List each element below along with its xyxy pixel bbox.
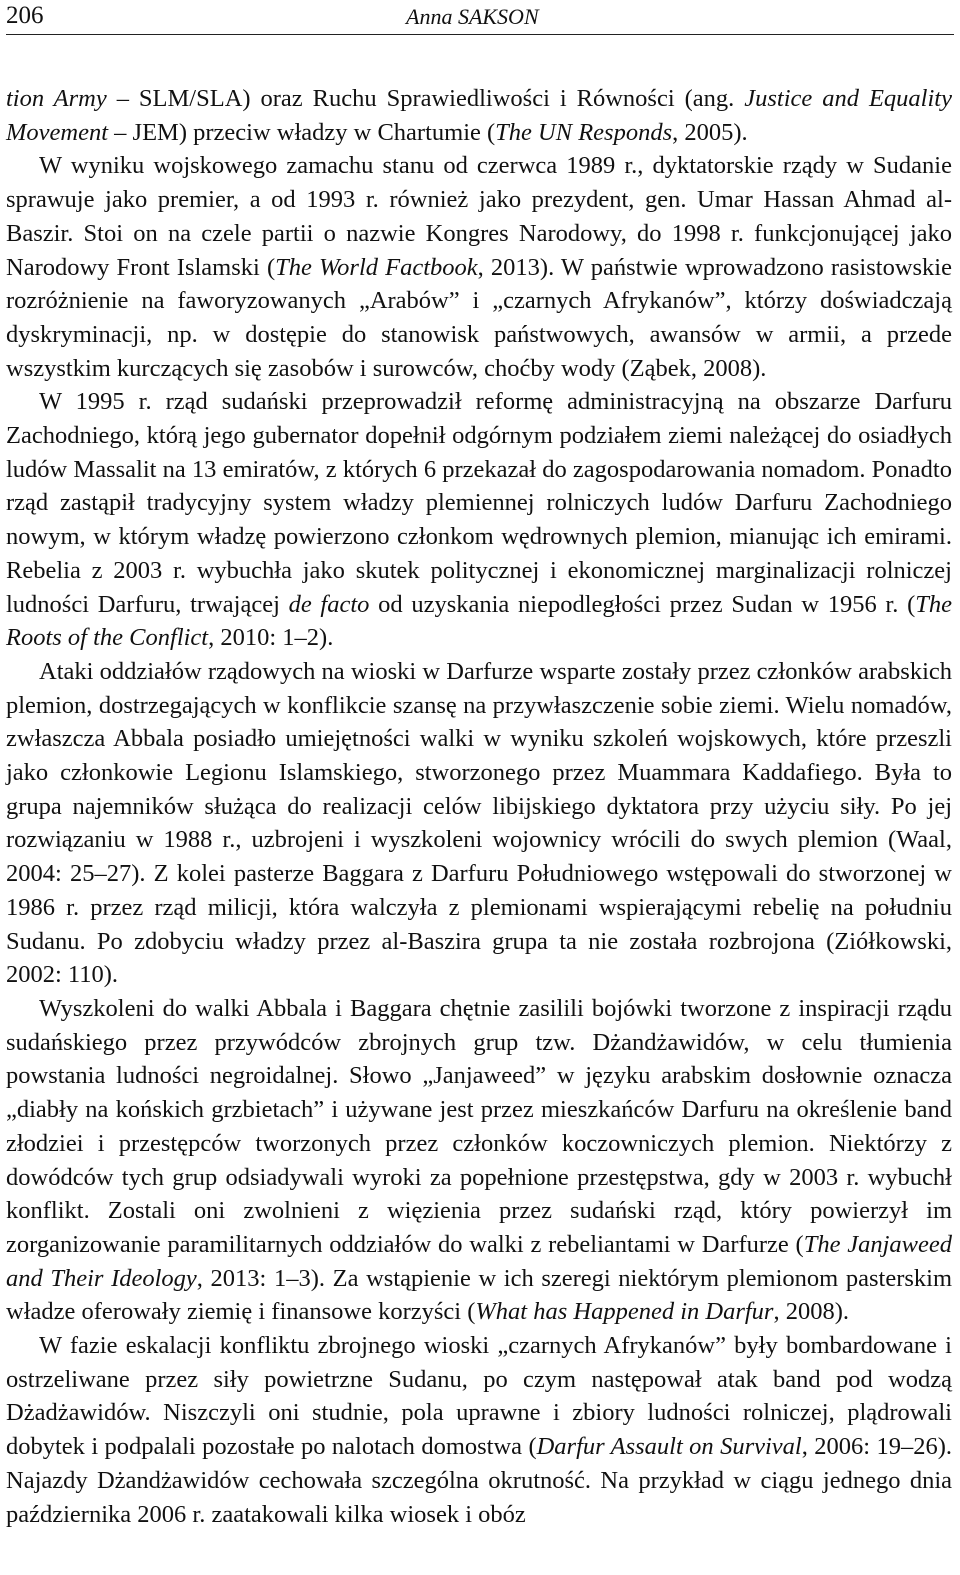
text-segment: W wyniku wojskowego zamachu stanu od czerwca 1989 r., dyktatorskie rządy w Sudanie sprawuje jako premier, a od 1993 r. również jako prezydent, gen. Umar Hassan Ahmad al-Baszir. Stoi on na czele partii o nazwie Kongres Narodowy, do 1998 r. funkcjonującej jako Narodowy Front Islamski ( (6, 152, 952, 281)
italic-text-segment: What has Happened in Darfur (475, 1298, 774, 1326)
italic-text-segment: The Janjaweed and Their Ideology (6, 1230, 952, 1292)
text-segment: W fazie eskalacji konfliktu zbrojnego wioski „czarnych Afrykanów” były bombardowane i ostrzeliwane przez siły powietrzne Sudanu, po czym następował atak band pod wodzą Dżadżawidów. Niszczyli oni studnie, pola uprawne i zbiory ludności rolniczej, plądrowali dobytek i podpalali pozostałe po nalotach domostwa ( (6, 1332, 952, 1461)
italic-text-segment: The UN Responds (495, 118, 673, 146)
italic-text-segment: tion Army (6, 85, 107, 112)
text-segment: od uzyskania niepodległości przez Sudan w 1956 r. ( (369, 590, 916, 618)
italic-text-segment: The Roots of the Conflict (6, 590, 952, 652)
text-segment: W 1995 r. rząd sudański przeprowadził reformę administracyjną na obszarze Darfuru Zachodniego, którą jego gubernator dopełnił odgórnym podziałem ziemi należącej do osiadłych ludów Massalit na 13 emiratów, z których 6 przekazał do zagospodarowania nomadom. Ponadto rząd zastąpił tradycyjny system władzy plemiennej rolniczych ludów Darfuru Zachodniego nowym, w którym władzę powierzono członkom wędrownych plemion, mianując ich emirami. Rebelia z 2003 r. wybuchła jako skutek politycznej i ekonomicznej marginalizacji rolniczej ludności Darfuru, trwającej (6, 388, 952, 618)
text-segment: – SLM/SLA) oraz Ruchu Sprawiedliwości i Równości (ang. (106, 85, 745, 112)
italic-text-segment: Justice and Equality Movement (6, 85, 952, 146)
page-number: 206 (6, 2, 44, 29)
text-segment: – JEM) przeciw władzy w Chartumie ( (108, 118, 496, 146)
text-segment: , 2008). (773, 1298, 850, 1326)
text-segment: , 2006: 19–26). Najazdy Dżandżawidów cechowała szczególna okrutność. Na przykład w ciągu jednego dnia października 2006 r. zaatakowali kilka wiosek i obóz (6, 1433, 953, 1528)
text-segment: , 2005). (672, 118, 748, 146)
text-segment: Ataki oddziałów rządowych na wioski w Darfurze wsparte zostały przez członków arabskich plemion, dostrzegających w konflikcie szansę na przywłaszczenie sobie ziemi. Wielu nomadów, zwłaszcza Abbala posiadło umiejętności walki w wyniku szkoleń wojskowych, które przeszli jako członkowie Legionu Islamskiego, stworzonego przez Muammara Kaddafiego. Była to grupa najemników służąca do realizacji celów libijskiego dyktatora przy użyciu siły. Po jej rozwiązaniu w 1988 r., uzbrojeni i wyszkoleni wojownicy wrócili do swych plemion (Waal, 2004: 25–27). Z kolei pasterze Baggara z Darfuru Południowego wstępowali do stworzonej w 1986 r. przez rząd milicji, która walczyła z plemionami wspierającymi rebelię na południu Sudanu. Po zdobyciu władzy przez al-Baszira grupa ta nie została rozbrojona (Ziółkowski, 2002: 110). (6, 657, 952, 989)
text-segment: , 2013: 1–3). Za wstąpienie w ich szeregi niektórym plemionom pasterskim władze oferowały ziemię i finansowe korzyści ( (6, 1264, 952, 1326)
paragraph (6, 992, 952, 1329)
italic-text-segment: The World Factbook (275, 253, 478, 281)
italic-text-segment: de facto (288, 590, 370, 618)
text-segment: , 2010: 1–2). (208, 624, 334, 652)
paragraph (6, 385, 952, 655)
paragraph (6, 655, 952, 992)
running-head-author: Anna SAKSON (406, 4, 539, 29)
text-segment: Wyszkoleni do walki Abbala i Baggara chętnie zasilili bojówki tworzone z inspiracji rządu sudańskiego przez przywódców zbrojnych grup tzw. Dżandżawidów, w celu tłumienia powstania ludności negroidalnej. Słowo „Janjaweed” w języku arabskim dosłownie oznacza „diabły na końskich grzbietach” i używane jest przez mieszkańców Darfuru na określenie band złodziei i przestępców tworzonych przez członków koczowniczych plemion. Niektórzy z dowódców tych grup odsiadywali wyroki za popełnione przestępstwa, gdy w 2003 r. wybuchł konflikt. Zostali oni zwolnieni z więzienia przez sudański rząd, który powierzył im zorganizowanie paramilitarnych oddziałów do walki z rebeliantami w Darfurze ( (6, 994, 952, 1258)
paragraph (6, 1329, 952, 1531)
paragraph (6, 82, 952, 149)
text-segment: , 2013). W państwie wprowadzono rasistowskie rozróżnienie na faworyzowanych „Arabów” i „czarnych Afrykanów”, którzy doświadczają dyskryminacji, np. w dostępie do stanowisk państwowych, awansów w armii, a przede wszystkim kurczących się zasobów i surowców, choćby wody (Ząbek, 2008). (6, 253, 952, 382)
paragraph (6, 149, 952, 385)
page-header (6, 0, 954, 35)
body-text (6, 82, 952, 1531)
italic-text-segment: Darfur Assault on Survival (536, 1433, 802, 1461)
